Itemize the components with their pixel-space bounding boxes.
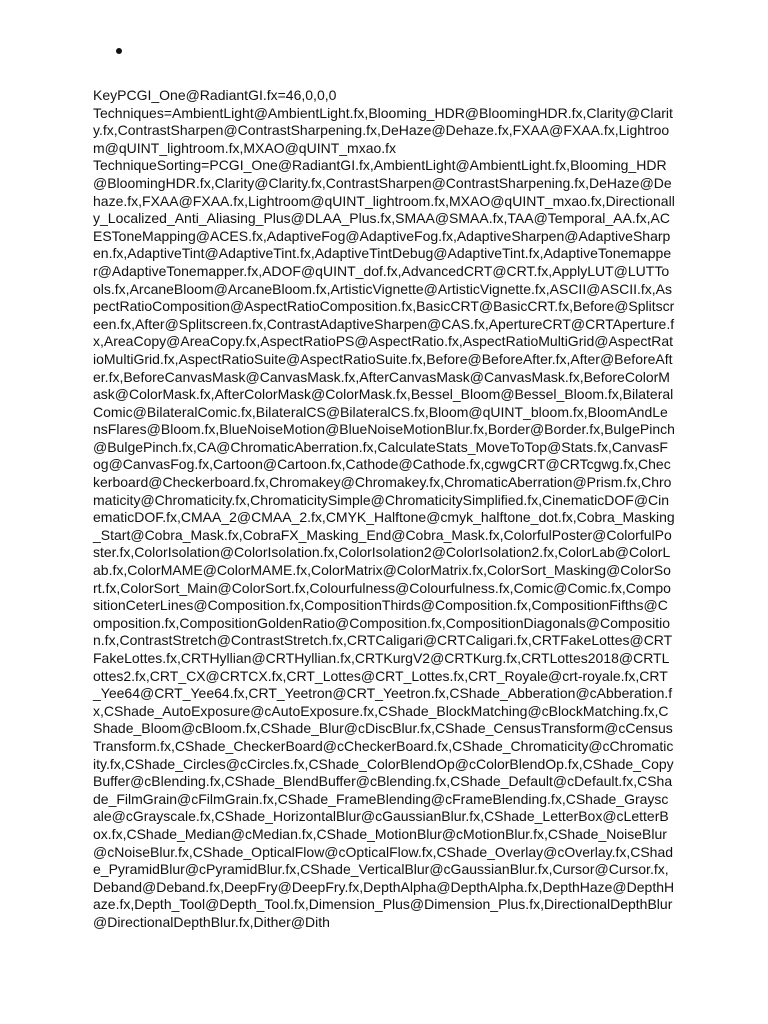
key-line: KeyPCGI_One@RadiantGI.fx=46,0,0,0 (93, 87, 337, 103)
techniques-line: Techniques=AmbientLight@AmbientLight.fx,Blooming_HDR@BloomingHDR.fx,Clarity@Clarity.fx,ContrastSharpen@ContrastSharpening.fx,DeHaze@Dehaze.fx,FXAA@FXAA.fx,Lightroom@qUINT_lightroom.fx,MXAO@qUINT_mxao.fx (93, 104, 673, 156)
bullet-list (0, 40, 116, 60)
preset-text (93, 87, 675, 932)
technique-sorting-line: TechniqueSorting=PCGI_One@RadiantGI.fx,AmbientLight@AmbientLight.fx,Blooming_HDR@BloomingHDR.fx,Clarity@Clarity.fx,ContrastSharpen@ContrastSharpening.fx,DeHaze@Dehaze.fx,FXAA@FXAA.fx,Lightroom@qUINT_lightroom.fx,MXAO@qUINT_mxao.fx,Directionally_Localized_Anti_Aliasing_Plus@DLAA_Plus.fx,SMAA@SMAA.fx,TAA@Temporal_AA.fx,ACESToneMapping@ACES.fx,AdaptiveFog@AdaptiveFog.fx,AdaptiveSharpen@AdaptiveSharpen.fx,AdaptiveTint@AdaptiveTint.fx,AdaptiveTintDebug@AdaptiveTint.fx,AdaptiveTonemapper@AdaptiveTonemapper.fx,ADOF@qUINT_dof.fx,AdvancedCRT@CRT.fx,ApplyLUT@LUTTools.fx,ArcaneBloom@ArcaneBloom.fx,ArtisticVignette@ArtisticVignette.fx,ASCII@ASCII.fx,AspectRatioComposition@AspectRatioComposition.fx,BasicCRT@BasicCRT.fx,Before@Splitscreen.fx,After@Splitscreen.fx,ContrastAdaptiveSharpen@CAS.fx,ApertureCRT@CRTAperture.fx,AreaCopy@AreaCopy.fx,AspectRatioPS@AspectRatio.fx,AspectRatioMultiGrid@AspectRatioMultiGrid.fx,AspectRatioSuite@AspectRatioSuite.fx,Before@BeforeAfter.fx,After@BeforeAfter.fx,BeforeCanvasMask@CanvasMask.fx,AfterCanvasMask@CanvasMask.fx,BeforeColorMask@ColorMask.fx,AfterColorMask@ColorMask.fx,Bessel_Bloom@Bessel_Bloom.fx,BilateralComic@BilateralComic.fx,BilateralCS@BilateralCS.fx,Bloom@qUINT_bloom.fx,BloomAndLensFlares@Bloom.fx,BlueNoiseMotion@BlueNoiseMotionBlur.fx,Border@Border.fx,BulgePinch@BulgePinch.fx,CA@ChromaticAberration.fx,CalculateStats_MoveToTop@Stats.fx,CanvasFog@CanvasFog.fx,Cartoon@Cartoon.fx,Cathode@Cathode.fx,cgwgCRT@CRTcgwg.fx,Checkerboard@Checkerboard.fx,Chromakey@Chromakey.fx,ChromaticAberration@Prism.fx,Chromaticity@Chromaticity.fx,ChromaticitySimple@ChromaticitySimplified.fx,CinematicDOF@CinematicDOF.fx,CMAA_2@CMAA_2.fx,CMYK_Halftone@cmyk_halftone_dot.fx,Cobra_Masking_Start@Cobra_Mask.fx,CobraFX_Masking_End@Cobra_Mask.fx,ColorfulPoster@ColorfulPoster.fx,ColorIsolation@ColorIsolation.fx,ColorIsolation2@ColorIsolation2.fx,ColorLab@ColorLab.fx,ColorMAME@ColorMAME.fx,ColorMatrix@ColorMatrix.fx,ColorSort_Masking@ColorSort.fx,ColorSort_Main@ColorSort.fx,Colourfulness@Colourfulness.fx,Comic@Comic.fx,CompositionCeterLines@Composition.fx,CompositionThirds@Composition.fx,CompositionFifths@Composition.fx,CompositionGoldenRatio@Composition.fx,CompositionDiagonals@Composition.fx,ContrastStretch@ContrastStretch.fx,CRTCaligari@CRTCaligari.fx,CRTFakeLottes@CRTFakeLottes.fx,CRTHyllian@CRTHyllian.fx,CRTKurgV2@CRTKurg.fx,CRTLottes2018@CRTLottes2.fx,CRT_CX@CRTCX.fx,CRT_Lottes@CRT_Lottes.fx,CRT_Royale@crt-royale.fx,CRT_Yee64@CRT_Yee64.fx,CRT_Yeetron@CRT_Yeetron.fx,CShade_Abberation@cAbberation.fx,CShade_AutoExposure@cAutoExposure.fx,CShade_BlockMatching@cBlockMatching.fx,CShade_Bloom@cBloom.fx,CShade_Blur@cDiscBlur.fx,CShade_CensusTransform@cCensusTransform.fx,CShade_CheckerBoard@cCheckerBoard.fx,CShade_Chromaticity@cChromaticity.fx,CShade_Circles@cCircles.fx,CShade_ColorBlendOp@cColorBlendOp.fx,CShade_CopyBuffer@cBlending.fx,CShade_BlendBuffer@cBlending.fx,CShade_Default@cDefault.fx,CShade_FilmGrain@cFilmGrain.fx,CShade_FrameBlending@cFrameBlending.fx,CShade_Grayscale@cGrayscale.fx,CShade_HorizontalBlur@cGaussianBlur.fx,CShade_LetterBox@cLetterBox.fx,CShade_Median@cMedian.fx,CShade_MotionBlur@cMotionBlur.fx,CShade_NoiseBlur@cNoiseBlur.fx,CShade_OpticalFlow@cOpticalFlow.fx,CShade_Overlay@cOverlay.fx,CShade_PyramidBlur@cPyramidBlur.fx,CShade_VerticalBlur@cGaussianBlur.fx,Cursor@Cursor.fx,Deband@Deband.fx,DeepFry@DeepFry.fx,DepthAlpha@DepthAlpha.fx,DepthHaze@DepthHaze.fx,Depth_Tool@Depth_Tool.fx,Dimension_Plus@Dimension_Plus.fx,DirectionalDepthBlur@DirectionalDepthBlur.fx,Dither@Dith (93, 157, 675, 930)
